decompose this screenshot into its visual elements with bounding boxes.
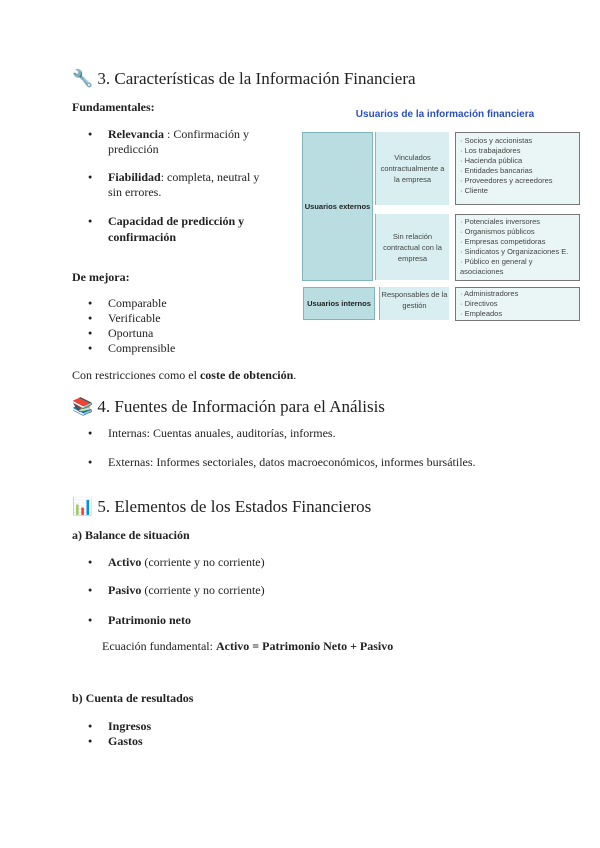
list-item: ● Oportuna — [108, 326, 153, 341]
section-3-heading: 🔧 3. Características de la Información Financiera — [72, 69, 416, 88]
balance-heading: a) Balance de situación — [72, 528, 190, 542]
books-icon: 📚 — [72, 397, 94, 416]
section-4-heading: 📚 4. Fuentes de Información para el Análisis — [72, 397, 385, 416]
list-item: ● Activo (corriente y no corriente) — [108, 555, 265, 570]
list-item-cont: predicción — [108, 142, 159, 156]
list-item: ● Relevancia : Confirmación y — [108, 127, 249, 142]
list-item: ● Comprensible — [108, 341, 175, 356]
chart-icon: 📊 — [72, 497, 94, 516]
de-mejora-label: De mejora: — [72, 270, 130, 284]
responsables-box: Responsables de la gestión — [379, 287, 449, 320]
responsables-list: · Administradores · Directivos · Empleados — [455, 287, 580, 321]
list-item: ● Ingresos — [108, 719, 151, 734]
diagram-title: Usuarios de la información financiera — [355, 109, 535, 120]
list-item: ● Fiabilidad: completa, neutral y — [108, 170, 259, 185]
list-item: ● Verificable — [108, 311, 161, 326]
list-item: ● Pasivo (corriente y no corriente) — [108, 583, 265, 598]
list-item: ● Comparable — [108, 296, 167, 311]
ecuacion-text: Ecuación fundamental: Activo = Patrimonio Neto + Pasivo — [102, 639, 394, 653]
list-item-cont: confirmación — [108, 230, 176, 244]
vinculados-list: · Socios y accionistas · Los trabajadores · Hacienda pública · Entidades bancarias · Proveedores y acreedores · Cliente — [455, 132, 580, 205]
list-item: ● Capacidad de predicción y — [108, 214, 244, 229]
usuarios-externos-box: Usuarios externos — [302, 132, 373, 281]
resultados-heading: b) Cuenta de resultados — [72, 691, 194, 705]
restricciones-text: Con restricciones como el coste de obtención. — [72, 368, 297, 382]
vinculados-box: Vinculados contractualmente a la empresa — [375, 132, 449, 205]
usuarios-internos-box: Usuarios internos — [303, 287, 375, 320]
section-5-heading: 📊 5. Elementos de los Estados Financieros — [72, 497, 372, 516]
list-item-cont: sin errores. — [108, 185, 162, 199]
sin-relacion-list: · Potenciales inversores · Organismos públicos · Empresas competidoras · Sindicatos y Organizaciones E. · Público en general y asociaciones — [455, 214, 580, 281]
list-item: ● Patrimonio neto — [108, 613, 191, 628]
fundamentales-label: Fundamentales: — [72, 100, 155, 114]
sin-relacion-box: Sin relación contractual con la empresa — [375, 214, 449, 280]
list-item: ● Externas: Informes sectoriales, datos macroeconómicos, informes bursátiles. — [108, 455, 476, 470]
list-item: ● Internas: Cuentas anuales, auditorías, informes. — [108, 426, 336, 441]
list-item: ● Gastos — [108, 734, 143, 749]
wrench-icon: 🔧 — [72, 69, 94, 88]
